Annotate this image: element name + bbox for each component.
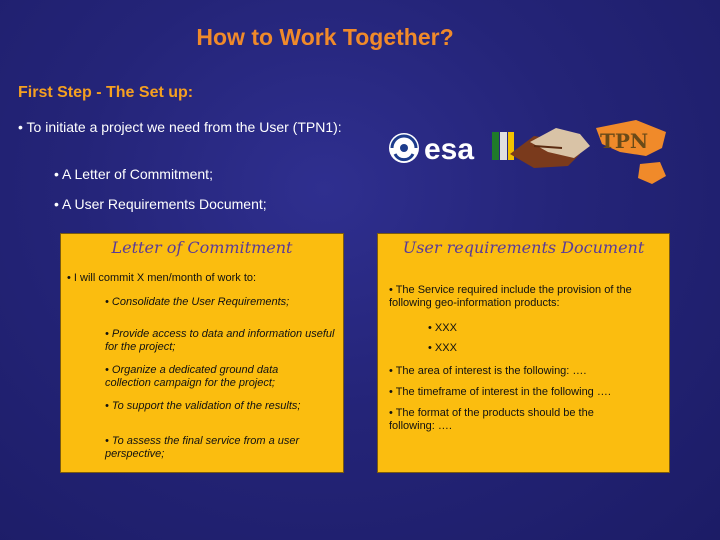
user-requirements-panel [377,233,670,473]
urd-item: • The area of interest is the following: …. [389,365,587,377]
need-urd: • A User Requirements Document; [54,196,267,212]
urd-item: • The format of the products should be the following: …. [389,407,594,432]
slide-title: How to Work Together? [196,24,454,50]
urd-product: • XXX [428,342,457,354]
tpn-logo [596,120,666,184]
logos-graphic [384,118,670,190]
esa-logo [389,133,474,166]
urd-panel-title: User requirements Document [402,238,645,257]
letter-of-commitment-panel [60,233,344,473]
svg-text:TPN: TPN [600,129,649,153]
letter-item: • To assess the final service from a user perspective; [105,435,300,460]
urd-item: • The timeframe of interest in the following …. [389,386,611,398]
letter-item: • Organize a dedicated ground data collection campaign for the project; [105,364,279,389]
letter-item: • To support the validation of the results; [105,400,301,412]
urd-product: • XXX [428,322,457,334]
handshake-icon [510,128,590,168]
letter-item: • Provide access to data and information useful for the project; [105,328,335,353]
flag-blocks [492,132,514,160]
svg-text:esa: esa [424,133,475,166]
letter-lead: • I will commit X men/month of work to: [67,272,257,284]
letter-item: • Consolidate the User Requirements; [105,296,290,308]
urd-lead: • The Service required include the provision of the following geo-information products: [389,284,632,309]
need-letter: • A Letter of Commitment; [54,166,213,182]
letter-panel-title: Letter of Commitment [111,238,293,257]
partner-logos [384,118,670,190]
slide-subtitle: First Step - The Set up: [18,84,194,101]
intro-text: • To initiate a project we need from the User (TPN1): [18,119,342,135]
